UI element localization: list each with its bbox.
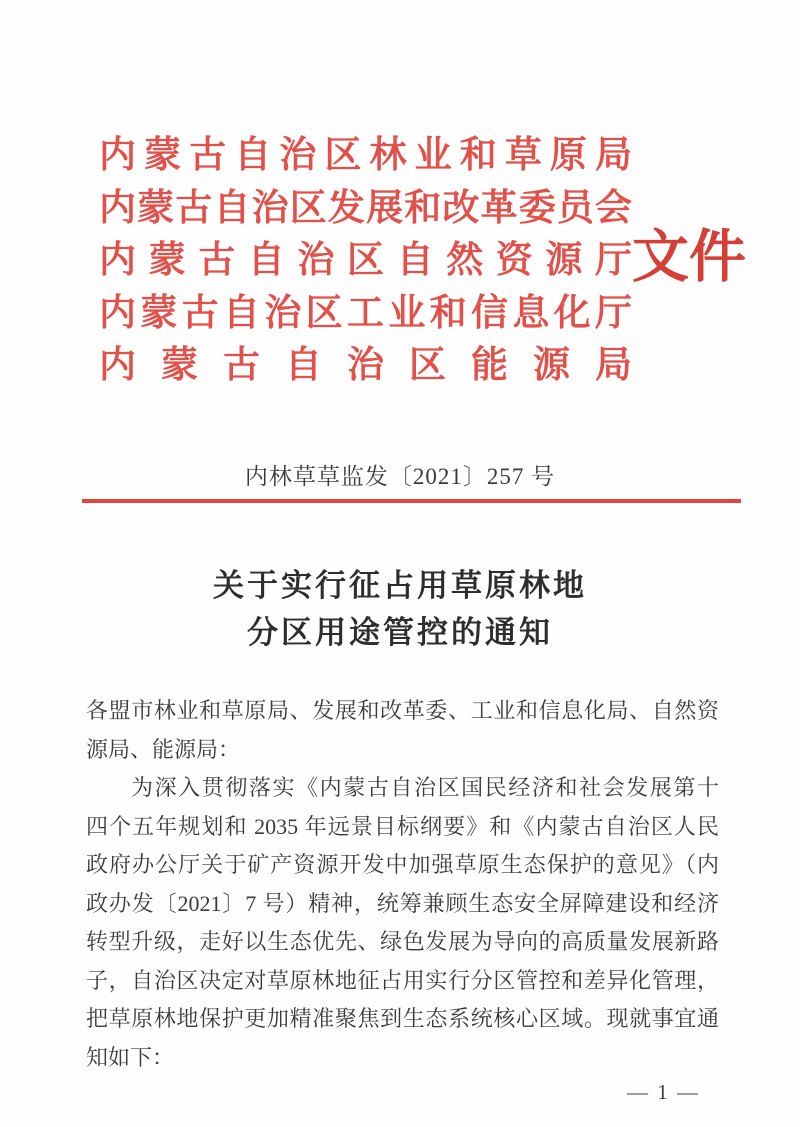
doc-reference-number: 内林草草监发〔2021〕257 号 xyxy=(244,464,556,489)
body-line: 把草原林地保护更加精准聚焦到生态系统核心区域。现就事宜通 xyxy=(86,1006,719,1031)
doc-title-line-1: 关于实行征占用草原林地 xyxy=(213,568,587,603)
doc-body xyxy=(86,692,719,1077)
body-line: 知如下： xyxy=(86,1044,175,1070)
agency-line-forestry-grassland: 内蒙古自治区林业和草原局 xyxy=(99,135,632,176)
body-line: 子，自治区决定对草原林地征占用实行分区管控和差异化管理， xyxy=(86,967,719,993)
body-line: 政办发〔2021〕7 号）精神，统筹兼顾生态安全屏障建设和经济 xyxy=(86,890,719,916)
body-line: 政府办公厅关于矿产资源开发中加强草原生态保护的意见》（内 xyxy=(86,852,719,877)
page-number: — 1 — xyxy=(627,1080,700,1104)
agency-line-development-reform: 内蒙古自治区发展和改革委员会 xyxy=(99,187,632,229)
agency-letterhead xyxy=(99,130,632,393)
red-divider-line xyxy=(82,499,741,503)
doc-title-line-2: 分区用途管控的通知 xyxy=(247,615,553,650)
body-line: 各盟市林业和草原局、发展和改革委、工业和信息化局、自然资 xyxy=(86,698,719,723)
body-line: 为深入贯彻落实《内蒙古自治区国民经济和社会发展第十 xyxy=(131,775,719,800)
doc-marker-wenjian: 文件 xyxy=(632,226,746,289)
body-line: 转型升级，走好以生态优先、绿色发展为导向的高质量发展新路 xyxy=(86,929,719,954)
agency-line-industry-it: 内蒙古自治区工业和信息化厅 xyxy=(99,292,632,334)
agency-line-natural-resources: 内蒙古自治区自然资源厅 xyxy=(99,240,632,281)
body-line: 源局、能源局： xyxy=(86,736,241,762)
agency-line-energy: 内蒙古自治区能源局 xyxy=(99,345,632,386)
body-line: 四个五年规划和 2035 年远景目标纲要》和《内蒙古自治区人民 xyxy=(86,813,719,839)
doc-title xyxy=(0,562,800,656)
